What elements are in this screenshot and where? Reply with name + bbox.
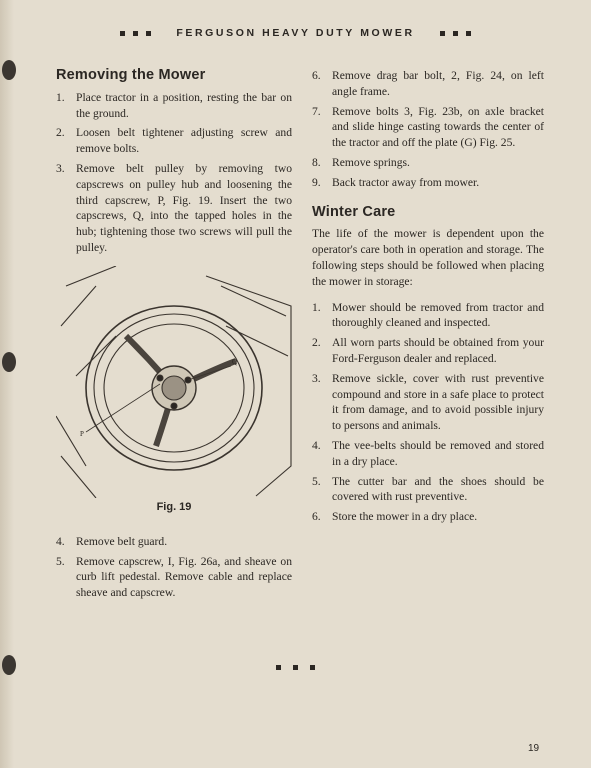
item-number: 3. [312, 371, 321, 385]
item-number: 1. [312, 300, 321, 314]
binder-hole [2, 60, 16, 80]
item-number: 8. [312, 155, 321, 169]
list-item [56, 534, 292, 550]
item-text: Remove springs. [332, 155, 410, 169]
square-bullet-icon [146, 31, 151, 36]
item-text: Remove capscrew, I, Fig. 26a, and sheave on curb lift pedestal. Remove cable and replace sheave and capscrew. [76, 554, 292, 600]
item-text: The cutter bar and the shoes should be covered with rust preventive. [332, 474, 544, 504]
list-item [56, 161, 292, 256]
square-bullet-icon [293, 665, 298, 670]
list-item [312, 438, 544, 470]
list-item [312, 335, 544, 367]
item-number: 5. [312, 474, 321, 488]
item-number: 4. [56, 534, 65, 548]
item-number: 4. [312, 438, 321, 452]
label-p: P [80, 429, 84, 438]
figure-caption: Fig. 19 [156, 500, 192, 513]
item-text: Store the mower in a dry place. [332, 510, 478, 524]
list-item [312, 68, 544, 100]
item-text: Remove bolts 3, Fig. 23b, on axle bracket and slide hinge casting towards the center of the tractor and off the plate (G) Fig. 25. [332, 104, 544, 150]
item-number: 6. [312, 510, 321, 524]
item-text: Remove drag bar bolt, 2, Fig. 24, on left angle frame. [332, 69, 544, 98]
list-item [312, 300, 544, 332]
square-bullet-icon [453, 31, 458, 36]
binder-edge [0, 0, 14, 768]
square-bullet-icon [276, 665, 281, 670]
item-text: Loosen belt tightener adjusting screw and remove bolts. [76, 126, 292, 156]
binder-hole [2, 352, 16, 372]
square-bullet-icon [133, 31, 138, 36]
winter-care-intro: The life of the mower is dependent upon the operator's care both in operation and storage. The following steps should be followed when placing the mower in storage: [312, 227, 544, 288]
list-item [56, 90, 292, 122]
list-item [312, 175, 544, 191]
item-text: Place tractor in a position, resting the bar on the ground. [76, 90, 292, 120]
item-number: 7. [312, 104, 321, 118]
running-header [0, 27, 591, 43]
item-text: Remove sickle, cover with rust preventive compound and store in a safe place to protect it from damage, and to avoid possible injury to persons and animals. [332, 371, 544, 433]
item-number: 3. [56, 161, 65, 175]
square-bullet-icon [310, 665, 315, 670]
pulley-drawing [56, 266, 292, 498]
item-number: 9. [312, 175, 321, 189]
list-item [312, 155, 544, 171]
footer-ornament [0, 657, 591, 675]
item-number: 5. [56, 554, 65, 568]
label-q: Q [232, 357, 238, 366]
section-heading-removing: Removing the Mower [56, 67, 206, 83]
figure-19-illustration [56, 266, 292, 516]
item-number: 1. [56, 90, 65, 104]
left-column [56, 68, 292, 605]
list-item [312, 474, 544, 506]
item-number: 2. [312, 336, 321, 350]
list-item [312, 104, 544, 151]
section-heading-winter-care: Winter Care [312, 203, 396, 220]
item-number: 2. [56, 126, 65, 140]
square-bullet-icon [466, 31, 471, 36]
item-text: Remove belt guard. [76, 534, 168, 548]
item-text: Remove belt pulley by removing two capscrews on pulley hub and loosening the third capscrew, P, Fig. 19. Insert the two capscrews, Q, into the tapped holes in the hub; tightening those two screws will pull the pulley. [76, 161, 292, 254]
item-text: Mower should be removed from tractor and thoroughly cleaned and inspected. [332, 300, 544, 330]
item-number: 6. [312, 69, 321, 82]
list-item [56, 125, 292, 157]
list-item [56, 554, 292, 601]
item-text: The vee-belts should be removed and stored in a dry place. [332, 438, 544, 468]
square-bullet-icon [440, 31, 445, 36]
item-text: All worn parts should be obtained from your Ford-Ferguson dealer and replaced. [332, 336, 544, 365]
square-bullet-icon [120, 31, 125, 36]
page-number: 19 [528, 743, 540, 754]
item-text: Back tractor away from mower. [332, 175, 480, 189]
header-title: FERGUSON HEAVY DUTY MOWER [176, 27, 415, 40]
list-item [312, 371, 544, 434]
list-item [312, 509, 544, 525]
right-column [312, 68, 544, 529]
